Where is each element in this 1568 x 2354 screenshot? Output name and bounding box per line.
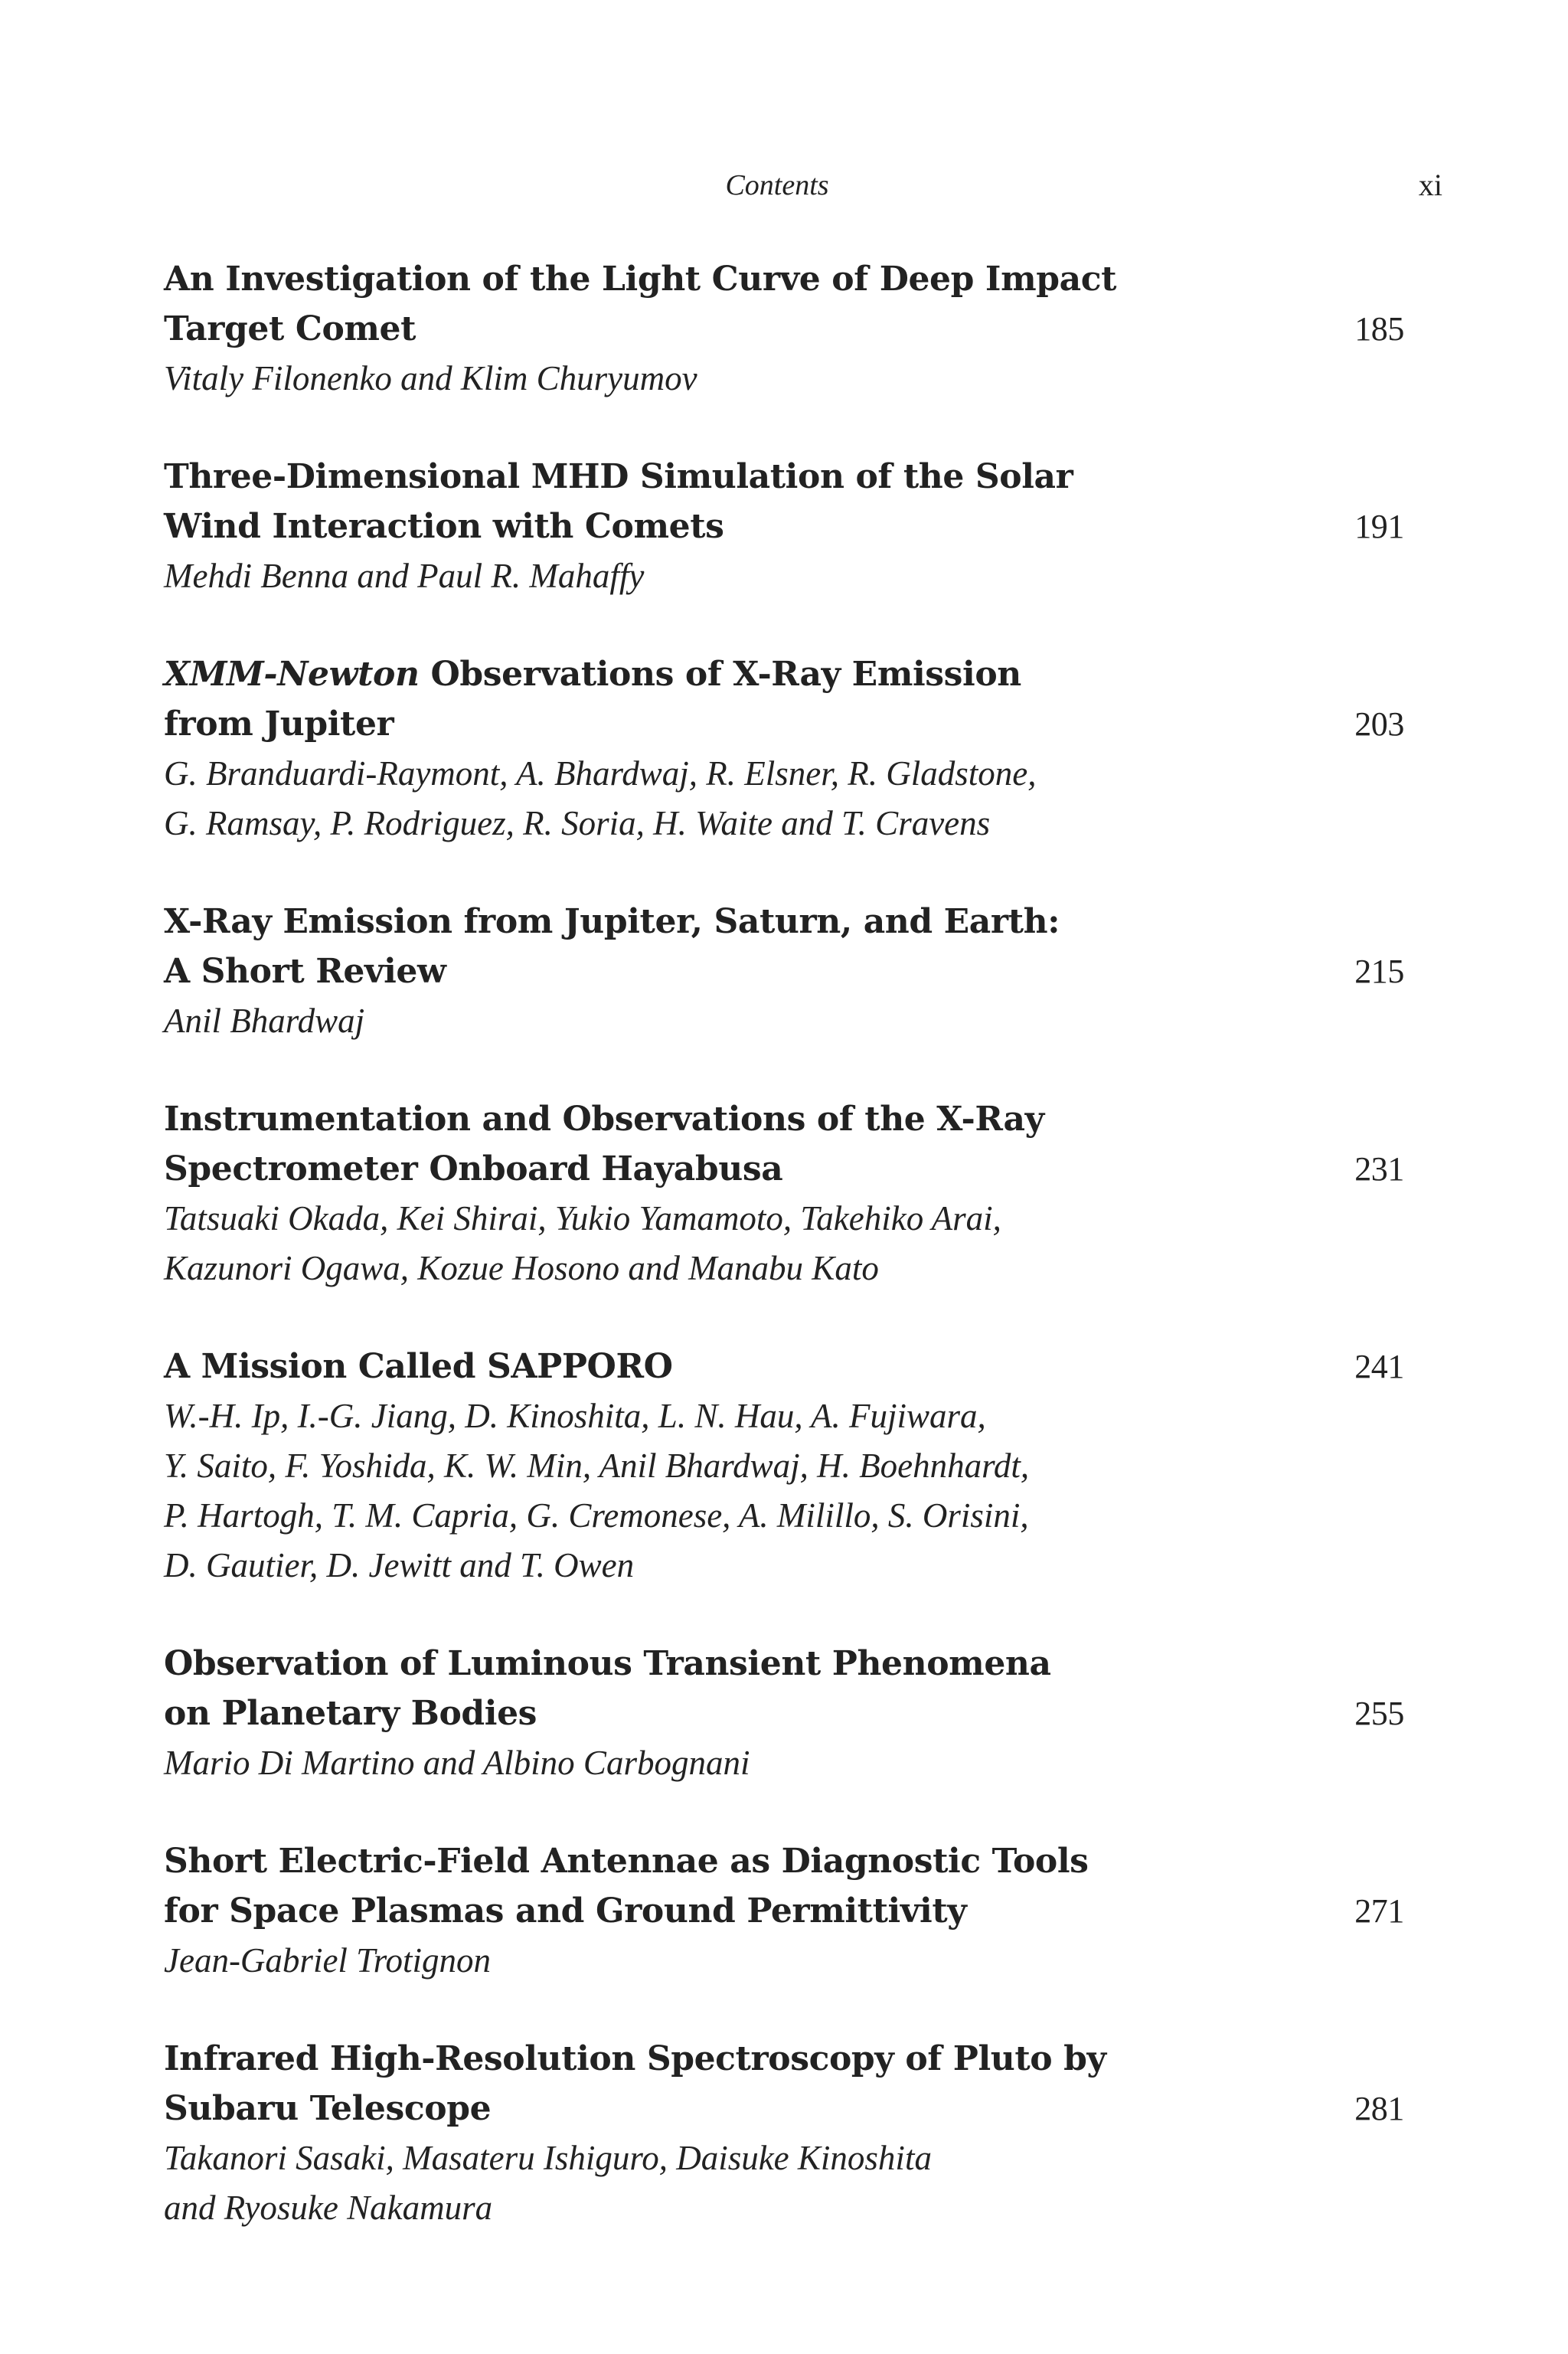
entry-title-italic: XMM-Newton — [164, 655, 420, 694]
entry-title-text: A Mission Called SAPPORO — [164, 1347, 673, 1386]
entry-title-text: Wind Interaction with Comets — [164, 507, 724, 546]
entry-authors: Mario Di Martino and Albino Carbognani — [164, 1744, 750, 1782]
running-head — [0, 162, 1568, 208]
entry-authors: Tatsuaki Okada, Kei Shirai, Yukio Yamamoto, Takehiko Arai, — [164, 1199, 1001, 1237]
entry-authors: D. Gautier, D. Jewitt and T. Owen — [164, 1546, 635, 1584]
entry-authors: Mehdi Benna and Paul R. Mahaffy — [164, 557, 645, 595]
entry-authors: P. Hartogh, T. M. Capria, G. Cremonese, A. Milillo, S. Orisini, — [164, 1496, 1029, 1535]
entry-title-line-last — [164, 699, 1404, 749]
entry-page-number[interactable]: 185 — [1354, 310, 1404, 348]
page-folio: xi — [1418, 168, 1442, 202]
entry-title-text: Target Comet — [164, 309, 416, 348]
entry-title-line-last — [164, 2084, 1404, 2133]
contents-list — [164, 254, 1404, 2281]
entry-title-line: Infrared High-Resolution Spectroscopy of Pluto by — [164, 2039, 1106, 2078]
entry-page-number[interactable]: 203 — [1354, 705, 1404, 743]
entry-authors: G. Branduardi-Raymont, A. Bhardwaj, R. Elsner, R. Gladstone, — [164, 754, 1037, 793]
entry-title-text: Spectrometer Onboard Hayabusa — [164, 1149, 783, 1188]
entry-title-line: Short Electric-Field Antennae as Diagnostic Tools — [164, 1842, 1089, 1881]
entry-page-number[interactable]: 281 — [1354, 2090, 1404, 2127]
toc-entry[interactable] — [164, 254, 1404, 404]
entry-title-line: Instrumentation and Observations of the X-Ray — [164, 1100, 1044, 1139]
entry-authors: Anil Bhardwaj — [164, 1002, 365, 1040]
entry-title-line-last — [164, 304, 1404, 354]
entry-title-text: on Planetary Bodies — [164, 1694, 537, 1733]
entry-authors: Vitaly Filonenko and Klim Churyumov — [164, 359, 697, 397]
entry-authors: and Ryosuke Nakamura — [164, 2189, 493, 2227]
entry-title-line-last — [164, 1886, 1404, 1936]
entry-page-number[interactable]: 191 — [1354, 508, 1404, 545]
entry-title-text: Observations of X-Ray Emission — [419, 655, 1021, 694]
entry-title-line — [164, 649, 1404, 699]
entry-title-line: X-Ray Emission from Jupiter, Saturn, and Earth: — [164, 902, 1060, 941]
entry-authors: Jean-Gabriel Trotignon — [164, 1941, 492, 1980]
entry-page-number[interactable]: 215 — [1354, 953, 1404, 990]
entry-authors: Takanori Sasaki, Masateru Ishiguro, Daisuke Kinoshita — [164, 2139, 932, 2177]
toc-entry[interactable] — [164, 649, 1404, 848]
entry-title-line: Observation of Luminous Transient Phenomena — [164, 1644, 1051, 1683]
entry-page-number[interactable]: 255 — [1354, 1695, 1404, 1732]
entry-title-text: A Short Review — [164, 952, 446, 991]
entry-title-line-last — [164, 502, 1404, 551]
entry-title-text: from Jupiter — [164, 705, 394, 744]
entry-title-text: Subaru Telescope — [164, 2089, 492, 2128]
entry-title-line-last — [164, 1342, 1404, 1391]
entry-authors: Y. Saito, F. Yoshida, K. W. Min, Anil Bhardwaj, H. Boehnhardt, — [164, 1447, 1030, 1485]
entry-title-line: Three-Dimensional MHD Simulation of the Solar — [164, 457, 1073, 496]
toc-entry[interactable] — [164, 2034, 1404, 2233]
entry-title-line-last — [164, 1689, 1404, 1738]
toc-entry[interactable] — [164, 897, 1404, 1046]
toc-entry[interactable] — [164, 452, 1404, 601]
toc-entry[interactable] — [164, 1094, 1404, 1293]
entry-authors: G. Ramsay, P. Rodriguez, R. Soria, H. Waite and T. Cravens — [164, 804, 991, 842]
running-head-title: Contents — [725, 169, 829, 201]
toc-entry[interactable] — [164, 1836, 1404, 1986]
entry-page-number[interactable]: 271 — [1354, 1892, 1404, 1930]
entry-page-number[interactable]: 231 — [1354, 1150, 1404, 1188]
toc-entry[interactable] — [164, 1342, 1404, 1591]
entry-authors: W.-H. Ip, I.-G. Jiang, D. Kinoshita, L. N. Hau, A. Fujiwara, — [164, 1397, 986, 1435]
entry-authors: Kazunori Ogawa, Kozue Hosono and Manabu Kato — [164, 1249, 879, 1287]
entry-page-number[interactable]: 241 — [1354, 1348, 1404, 1385]
entry-title-line: An Investigation of the Light Curve of Deep Impact — [164, 260, 1117, 299]
entry-title-line-last — [164, 947, 1404, 996]
toc-entry[interactable] — [164, 1639, 1404, 1788]
entry-title-text: for Space Plasmas and Ground Permittivity — [164, 1891, 967, 1931]
entry-title-line-last — [164, 1144, 1404, 1194]
